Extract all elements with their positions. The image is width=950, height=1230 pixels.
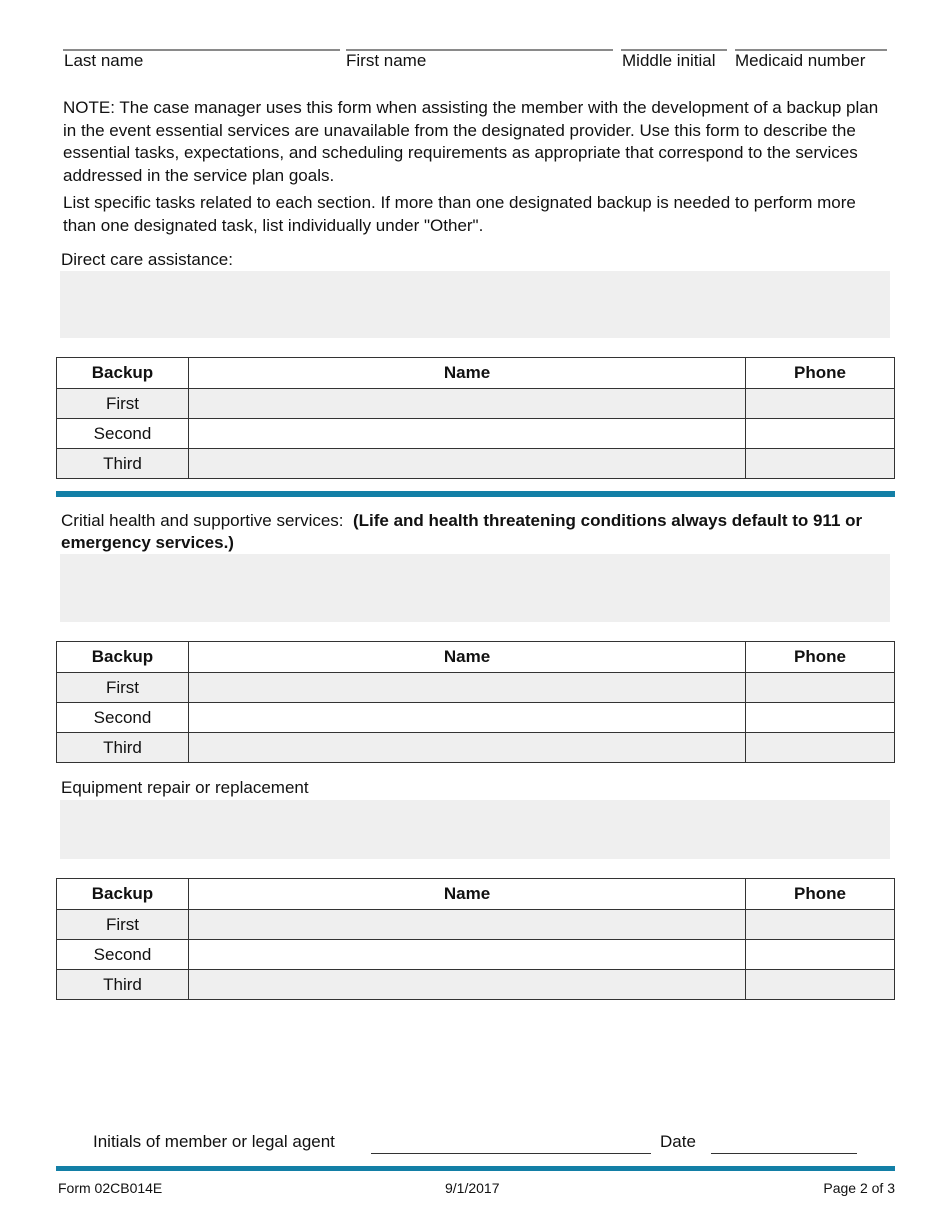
page-number: Page 2 of 3 (823, 1180, 895, 1196)
table-row (57, 733, 895, 763)
header-name: Name (189, 358, 746, 389)
table-row (57, 940, 895, 970)
backup-label: First (57, 910, 189, 940)
backup-table-critical-health (56, 641, 895, 763)
name-input[interactable] (189, 940, 746, 970)
instructions-text: List specific tasks related to each section. If more than one designated backup is needed to perform more than one designated task, list individually under "Other". (63, 193, 856, 235)
name-input[interactable] (189, 703, 746, 733)
note-text: NOTE: The case manager uses this form when assisting the member with the development of a backup plan in the event essential services are unavailable from the designated provider. Use this form to describe the essential tasks, expectations, and scheduling requirements as appropriate that correspond to the services addressed in the service plan goals. (63, 98, 879, 185)
header-backup: Backup (57, 879, 189, 910)
medicaid-number-label: Medicaid number (735, 51, 866, 70)
section-label-critical-health (61, 510, 891, 554)
date-line[interactable] (711, 1153, 857, 1154)
table-row (57, 970, 895, 1000)
backup-label: Third (57, 970, 189, 1000)
critical-health-warning: (Life and health threatening conditions always default to 911 or emergency services.) (61, 511, 863, 552)
header-backup: Backup (57, 642, 189, 673)
section-label-direct-care: Direct care assistance: (61, 250, 233, 269)
backup-label: Second (57, 419, 189, 449)
backup-label: Second (57, 703, 189, 733)
phone-input[interactable] (746, 389, 895, 419)
critical-health-input[interactable] (60, 554, 890, 622)
first-name-label: First name (346, 51, 427, 70)
name-input[interactable] (189, 389, 746, 419)
backup-label: Third (57, 733, 189, 763)
phone-input[interactable] (746, 940, 895, 970)
header-phone: Phone (746, 642, 895, 673)
footer-divider (56, 1166, 895, 1171)
table-row (57, 703, 895, 733)
backup-table-direct-care (56, 357, 895, 479)
phone-input[interactable] (746, 419, 895, 449)
last-name-label: Last name (64, 51, 144, 70)
name-input[interactable] (189, 910, 746, 940)
header-phone: Phone (746, 358, 895, 389)
backup-table-equipment (56, 878, 895, 1000)
middle-initial-label: Middle initial (622, 51, 716, 70)
header-name: Name (189, 642, 746, 673)
date-label: Date (660, 1132, 696, 1151)
equipment-input[interactable] (60, 800, 890, 859)
initials-label: Initials of member or legal agent (93, 1132, 335, 1151)
backup-label: First (57, 673, 189, 703)
phone-input[interactable] (746, 910, 895, 940)
table-row (57, 449, 895, 479)
backup-label: First (57, 389, 189, 419)
name-input[interactable] (189, 970, 746, 1000)
phone-input[interactable] (746, 970, 895, 1000)
backup-label: Third (57, 449, 189, 479)
phone-input[interactable] (746, 733, 895, 763)
header-phone: Phone (746, 879, 895, 910)
name-input[interactable] (189, 673, 746, 703)
section-divider (56, 491, 895, 497)
name-input[interactable] (189, 733, 746, 763)
name-input[interactable] (189, 419, 746, 449)
form-date: 9/1/2017 (445, 1180, 500, 1196)
phone-input[interactable] (746, 703, 895, 733)
phone-input[interactable] (746, 449, 895, 479)
form-number: Form 02CB014E (58, 1180, 163, 1196)
section-label-equipment: Equipment repair or replacement (61, 778, 309, 797)
table-row (57, 673, 895, 703)
header-backup: Backup (57, 358, 189, 389)
table-row (57, 910, 895, 940)
direct-care-input[interactable] (60, 271, 890, 338)
header-name: Name (189, 879, 746, 910)
phone-input[interactable] (746, 673, 895, 703)
backup-label: Second (57, 940, 189, 970)
table-row (57, 389, 895, 419)
name-input[interactable] (189, 449, 746, 479)
initials-line[interactable] (371, 1153, 651, 1154)
table-row (57, 419, 895, 449)
critical-health-label: Critial health and supportive services: (61, 511, 353, 530)
